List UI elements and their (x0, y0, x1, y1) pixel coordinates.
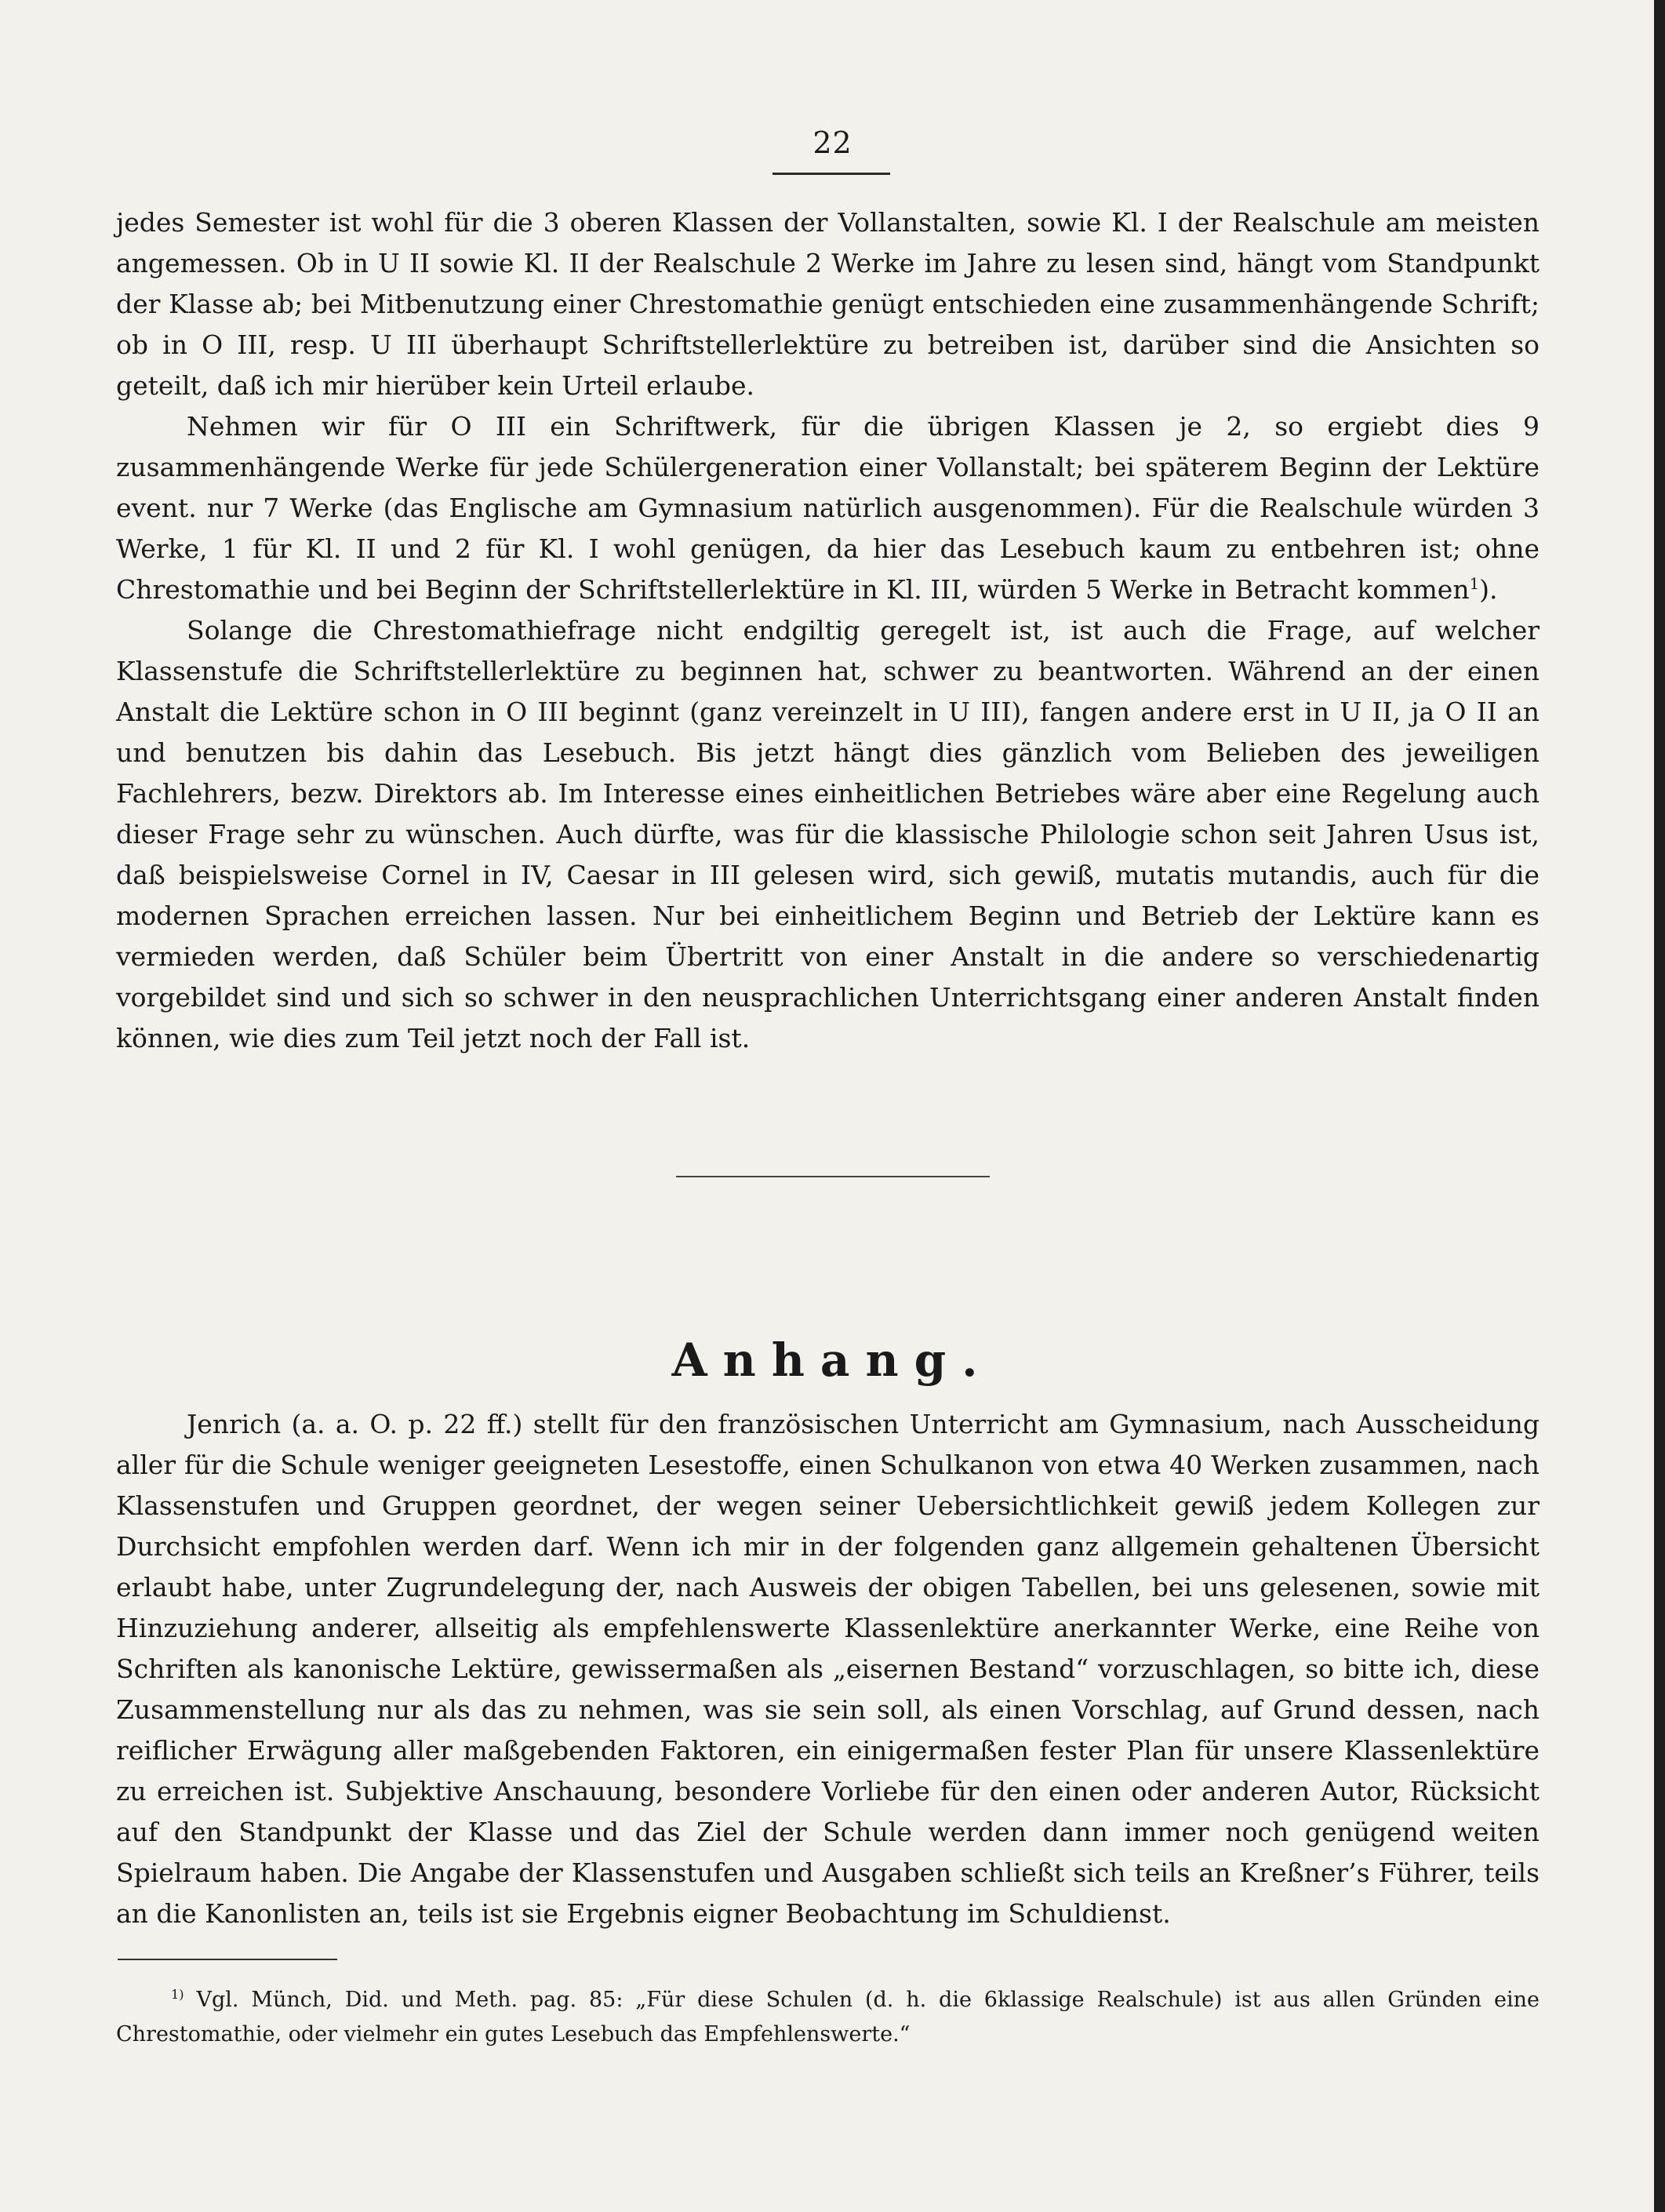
paragraph-1: jedes Semester ist wohl für die 3 oberen Klassen der Vollanstalten, sowie Kl. I der Realschule am meisten angemessen. Ob in U II sowie Kl. II der Realschule 2 Werke im Jahre zu lesen sind, hängt vom Standpunkt der Klasse ab; bei Mitbenutzung einer Chrestomathie genügt entschieden eine zusammenhängende Schrift; ob in O III, resp. U III überhaupt Schriftstellerlektüre zu betreiben ist, darüber sind die Ansichten so geteilt, daß ich mir hierüber kein Urteil erlaube. (116, 207, 1540, 401)
appendix-heading: Anhang. (671, 1333, 994, 1387)
paragraph-2-text: Nehmen wir für O III ein Schriftwerk, für die übrigen Klassen je 2, so ergiebt dies 9 zusammenhängende Werke für jede Schülergeneration einer Vollanstalt; bei späterem Beginn der Lektüre event. nur 7 Werke (das Englische am Gymnasium natürlich ausgenommen). Für die Realschule würden 3 Werke, 1 für Kl. II und 2 für Kl. I wohl genügen, da hier das Lesebuch kaum zu entbehren ist; ohne Chrestomathie und bei Beginn der Schriftstellerlektüre in Kl. III, würden 5 Werke in Betracht kommen (116, 411, 1540, 605)
page-number: 22 (813, 126, 852, 160)
footnote-reference: 1 (1469, 575, 1480, 593)
main-text (116, 202, 1540, 1059)
paragraph-2 (116, 406, 1540, 610)
paragraph-3: Solange die Chrestomathiefrage nicht endgiltig geregelt ist, ist auch die Frage, auf welcher Klassenstufe die Schriftstellerlektüre zu beginnen hat, schwer zu beantworten. Während an der einen Anstalt die Lektüre schon in O III beginnt (ganz vereinzelt in U III), fangen andere erst in U II, ja O II an und benutzen bis dahin das Lesebuch. Bis jetzt hängt dies gänzlich vom Belieben des jeweiligen Fachlehrers, bezw. Direktors ab. Im Interesse eines einheitlichen Betriebes wäre aber eine Regelung auch dieser Frage sehr zu wünschen. Auch dürfte, was für die klassische Philologie schon seit Jahren Usus ist, daß beispielsweise Cornel in IV, Caesar in III gelesen wird, sich gewiß, mutatis mutandis, auch für die modernen Sprachen erreichen lassen. Nur bei einheitlichem Beginn und Betrieb der Lektüre kann es vermieden werden, daß Schüler beim Übertritt von einer Anstalt in die andere so verschiedenartig vorgebildet sind und sich so schwer in den neusprachlichen Unterrichtsgang einer anderen Anstalt finden können, wie dies zum Teil jetzt noch der Fall ist. (116, 615, 1540, 1053)
footnote-rule (118, 1959, 337, 1960)
appendix-text (116, 1404, 1540, 1934)
section-separator (676, 1176, 990, 1177)
appendix-paragraph: Jenrich (a. a. O. p. 22 ff.) stellt für den französischen Unterricht am Gymnasium, nach Ausscheidung aller für die Schule weniger geeigneten Lesestoffe, einen Schulkanon von etwa 40 Werken zusammen, nach Klassenstufen und Gruppen geordnet, der wegen seiner Uebersichtlichkeit gewiß jedem Kollegen zur Durchsicht empfohlen werden darf. Wenn ich mir in der folgenden ganz allgemein gehaltenen Übersicht erlaubt habe, unter Zugrundelegung der, nach Ausweis der obigen Tabellen, bei uns gelesenen, sowie mit Hinzuziehung anderer, allseitig als empfehlenswerte Klassenlektüre anerkannter Werke, eine Reihe von Schriften als kanonische Lektüre, gewissermaßen als „eisernen Bestand“ vorzuschlagen, so bitte ich, diese Zusammenstellung nur als das zu nehmen, was sie sein soll, als einen Vorschlag, auf Grund dessen, nach reiflicher Erwägung aller maßgebenden Faktoren, ein einigermaßen fester Plan für unsere Klassenlektüre zu erreichen ist. Subjektive Anschauung, besondere Vorliebe für den einen oder anderen Autor, Rücksicht auf den Standpunkt der Klasse und das Ziel der Schule werden dann immer noch genügend weiten Spielraum haben. Die Angabe der Klassenstufen und Ausgaben schließt sich teils an Kreßner’s Führer, teils an die Kanonlisten an, teils ist sie Ergebnis eigner Beobachtung im Schuldienst. (116, 1409, 1540, 1929)
footnote (116, 1983, 1540, 2052)
paragraph-2-end: ). (1479, 574, 1498, 605)
scan-edge (1654, 0, 1665, 2212)
footnote-text: Vgl. Münch, Did. und Meth. pag. 85: „Für diese Schulen (d. h. die 6klassige Realschule) ist aus allen Gründen eine Chrestomathie, oder vielmehr ein gutes Lesebuch das Empfehlenswerte.“ (116, 1988, 1540, 2046)
footnote-marker: 1) (171, 1987, 184, 2002)
page-number-rule (773, 173, 890, 175)
